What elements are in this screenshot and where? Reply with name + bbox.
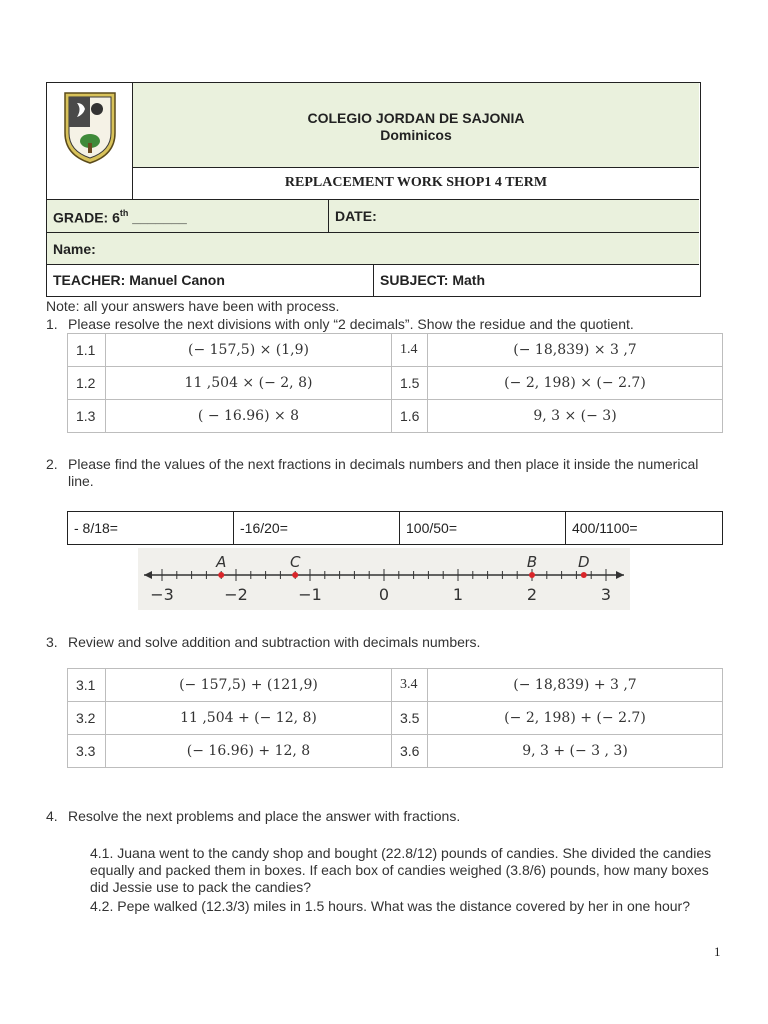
grade-cell <box>47 200 329 233</box>
note-text: Note: all your answers have been with process. <box>46 298 340 314</box>
q1-table <box>67 333 723 433</box>
item-number: 3.4 <box>392 669 428 702</box>
item-number: 3.2 <box>68 702 106 735</box>
point-label: C <box>289 553 301 571</box>
fraction-cell[interactable]: - 8/18= <box>68 512 234 545</box>
item-number: 1.6 <box>392 400 428 433</box>
point-label: D <box>578 553 590 571</box>
name-label: Name: <box>53 241 96 257</box>
fraction-cell[interactable]: 100/50= <box>400 512 566 545</box>
point-marker <box>218 572 224 578</box>
name-cell[interactable] <box>47 233 699 265</box>
item-number: 1.5 <box>392 367 428 400</box>
workshop-title-cell <box>133 168 699 200</box>
workshop-title: REPLACEMENT WORK SHOP1 4 TERM <box>284 175 548 190</box>
teacher-cell <box>47 265 374 296</box>
expression: (− 16.96) + 12, 8 <box>106 735 392 768</box>
tick-label: 1 <box>452 585 464 604</box>
page-number: 1 <box>714 944 721 959</box>
problem-4-2: 4.2. Pepe walked (12.3/3) miles in 1.5 hours. What was the distance covered by her in one hour? <box>90 898 691 914</box>
table-row <box>68 334 723 367</box>
point-label: A <box>216 553 227 571</box>
expression: 11 ,504 × (− 2, 8) <box>106 367 392 400</box>
school-crest-icon <box>47 83 133 200</box>
q4-number: 4. <box>46 808 58 824</box>
left-arrow-icon <box>144 571 152 579</box>
tick-label: −2 <box>224 585 248 604</box>
school-order: Dominicos <box>380 127 452 143</box>
point-marker <box>529 572 535 578</box>
expression: 11 ,504 + (− 12, 8) <box>106 702 392 735</box>
subject-label: SUBJECT: Math <box>380 272 486 288</box>
problem-4-1: 4.1. Juana went to the candy shop and bought (22.8/12) pounds of candies. She divided the candies equally and packed them in boxes. If each box of candies weighed (3.8/6) pounds, how many boxes did Jessie use to pack the candies? <box>90 845 712 895</box>
header-table <box>46 82 701 297</box>
teacher-label: TEACHER: Manuel Canon <box>53 272 225 288</box>
item-number: 1.2 <box>68 367 106 400</box>
date-cell[interactable] <box>329 200 699 233</box>
table-row <box>68 669 723 702</box>
item-number: 3.6 <box>392 735 428 768</box>
table-row <box>68 702 723 735</box>
table-row <box>68 512 723 545</box>
item-number: 3.5 <box>392 702 428 735</box>
expression: ( − 16.96) × 8 <box>106 400 392 433</box>
tick-label: −3 <box>150 585 174 604</box>
expression: (− 157,5) × (1,9) <box>106 334 392 367</box>
q3-number: 3. <box>46 634 58 650</box>
expression: 9, 3 + (− 3 , 3) <box>428 735 723 768</box>
q2-text: Please find the values of the next fractions in decimals numbers and then place it inside the numerical line. <box>68 456 699 489</box>
school-name: COLEGIO JORDAN DE SAJONIA <box>307 110 525 126</box>
tick-label: 3 <box>600 585 612 604</box>
expression: (− 157,5) + (121,9) <box>106 669 392 702</box>
number-line-svg <box>138 548 630 610</box>
item-number: 3.3 <box>68 735 106 768</box>
q1-text: Please resolve the next divisions with only “2 decimals”. Show the residue and the quotient. <box>68 316 634 332</box>
item-number: 1.3 <box>68 400 106 433</box>
number-line <box>138 548 630 610</box>
grade-superscript: th <box>119 208 129 218</box>
point-marker <box>292 572 298 578</box>
school-name-cell <box>133 83 699 168</box>
expression: (− 18,839) × 3 ,7 <box>428 334 723 367</box>
point-marker <box>581 572 587 578</box>
grade-label: GRADE: 6 <box>53 209 120 226</box>
date-label: DATE: <box>335 208 377 224</box>
table-row <box>68 400 723 433</box>
table-row <box>68 735 723 768</box>
tick-label: 2 <box>526 585 538 604</box>
item-number: 1.1 <box>68 334 106 367</box>
item-number: 1.4 <box>392 334 428 367</box>
fractions-table <box>67 511 723 545</box>
expression: (− 18,839) + 3 ,7 <box>428 669 723 702</box>
tick-label: 0 <box>378 585 390 604</box>
expression: 9, 3 × (− 3) <box>428 400 723 433</box>
q1-number: 1. <box>46 316 58 332</box>
grade-blank[interactable]: _______ <box>128 209 187 226</box>
expression: (− 2, 198) × (− 2.7) <box>428 367 723 400</box>
right-arrow-icon <box>616 571 624 579</box>
point-label: B <box>526 553 538 571</box>
q4-text: Resolve the next problems and place the answer with fractions. <box>68 808 461 824</box>
table-row <box>68 367 723 400</box>
item-number: 3.1 <box>68 669 106 702</box>
tick-label: −1 <box>298 585 322 604</box>
subject-cell <box>374 265 699 296</box>
logo-cell <box>47 83 133 200</box>
q3-table <box>67 668 723 768</box>
fraction-cell[interactable]: 400/1100= <box>566 512 723 545</box>
q2-number: 2. <box>46 456 58 472</box>
expression: (− 2, 198) + (− 2.7) <box>428 702 723 735</box>
fraction-cell[interactable]: -16/20= <box>234 512 400 545</box>
q3-text: Review and solve addition and subtraction with decimals numbers. <box>68 634 481 650</box>
